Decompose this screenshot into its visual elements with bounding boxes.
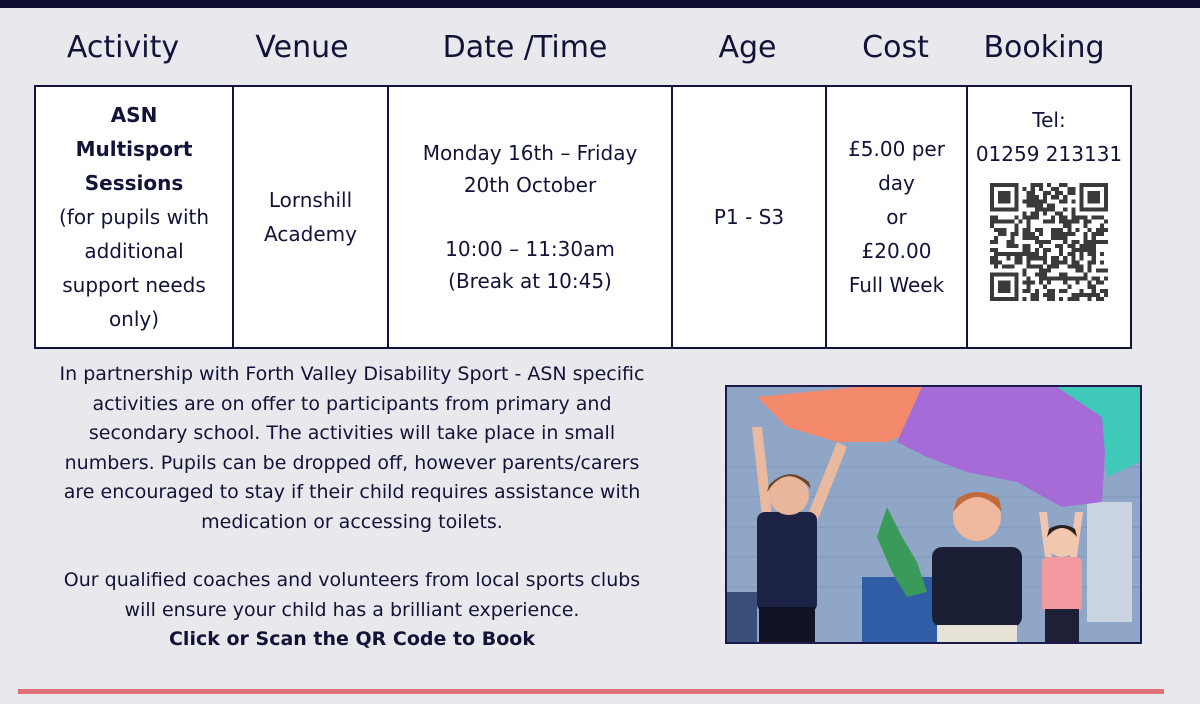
cost-cell <box>826 86 967 348</box>
top-bar <box>0 0 1200 8</box>
datetime-cell <box>388 86 672 348</box>
age-value: P1 - S3 <box>713 205 785 229</box>
age-cell <box>672 86 826 348</box>
activity-cell <box>35 86 233 348</box>
activity-title-line: Multisport <box>75 137 193 161</box>
cost-line: Full Week <box>848 273 945 297</box>
booking-call-to-action[interactable]: Click or Scan the QR Code to Book <box>168 628 535 650</box>
time-line: (Break at 10:45) <box>448 269 612 293</box>
qr-code-icon[interactable] <box>990 183 1108 301</box>
description-line: medication or accessing toilets. <box>201 510 503 533</box>
description-line: numbers. Pupils can be dropped off, however parents/carers <box>64 451 640 474</box>
time-line: 10:00 – 11:30am <box>445 237 615 261</box>
date-line: Monday 16th – Friday <box>422 141 638 165</box>
activity-note-line: (for pupils with <box>58 205 210 229</box>
activity-note-line: additional <box>84 239 184 263</box>
header-activity: Activity <box>66 30 180 65</box>
header-booking: Booking <box>983 30 1105 65</box>
table-headers <box>0 30 1200 80</box>
description-line: are encouraged to stay if their child requires assistance with <box>63 481 641 503</box>
description-line: secondary school. The activities will take place in small <box>88 422 616 444</box>
header-datetime: Date /Time <box>442 30 608 65</box>
activity-title-line: Sessions <box>84 171 184 195</box>
description-line: Our qualified coaches and volunteers from local sports clubs <box>63 569 641 591</box>
venue-cell <box>233 86 388 348</box>
date-line: 20th October <box>463 173 597 197</box>
cost-line: £20.00 <box>861 239 932 263</box>
activity-photo <box>725 385 1142 644</box>
description-line: In partnership with Forth Valley Disability Sport - ASN specific <box>59 363 645 385</box>
parachute-game-photo <box>727 387 1140 642</box>
tel-label: Tel: <box>1032 108 1066 132</box>
table-row <box>35 86 1131 348</box>
schedule-table <box>34 85 1132 349</box>
header-cost: Cost <box>862 30 929 65</box>
cost-line: £5.00 per <box>848 137 945 161</box>
tel-number[interactable]: 01259 213131 <box>975 142 1123 166</box>
header-venue: Venue <box>255 30 349 65</box>
venue-line: Academy <box>264 222 357 246</box>
girl-figure <box>1039 512 1083 642</box>
activity-note-line: only) <box>108 307 160 331</box>
bottom-accent-line <box>18 689 1164 694</box>
activity-title-line: ASN <box>110 103 158 127</box>
venue-line: Lornshill <box>268 188 353 212</box>
activity-note-line: support needs <box>62 273 206 297</box>
cost-line: day <box>878 171 915 195</box>
datetime-spacer <box>389 201 671 233</box>
paragraph-gap <box>24 537 680 566</box>
description <box>24 360 680 655</box>
cost-line: or <box>886 205 907 229</box>
description-line: activities are on offer to participants from primary and <box>92 392 612 415</box>
booking-cell <box>967 86 1131 348</box>
description-line: will ensure your child has a brilliant experience. <box>124 598 580 621</box>
header-age: Age <box>718 30 777 65</box>
